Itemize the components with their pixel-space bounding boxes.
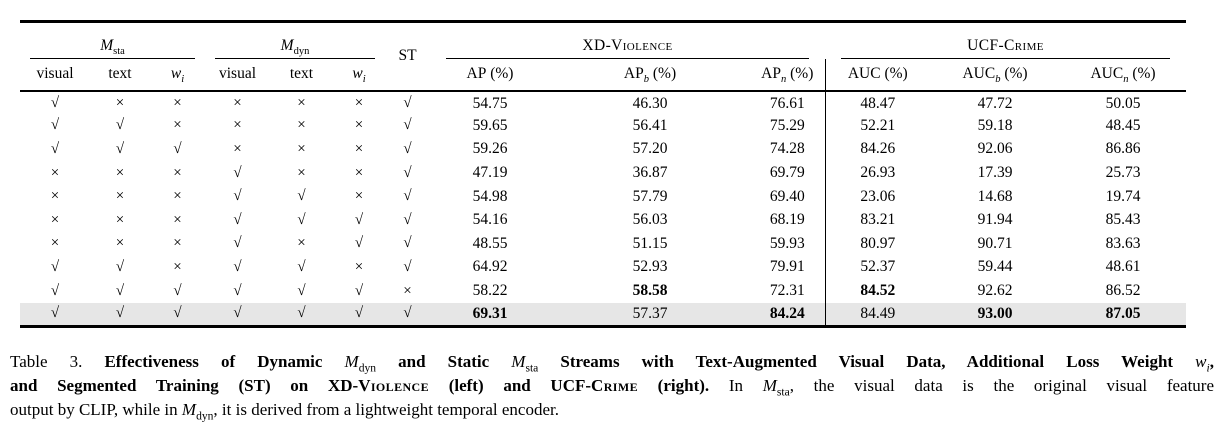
caption-text: dyn	[196, 409, 214, 423]
check-icon: √	[50, 282, 60, 299]
value-cell: 84.26	[825, 138, 930, 162]
caption-text: M	[762, 376, 777, 395]
value-cell: 69.79	[769, 164, 805, 182]
m-dyn-rule	[215, 31, 375, 59]
value-cell: 59.44	[977, 258, 1013, 276]
caption-text: and Segmented Training (ST) on XD-	[10, 376, 359, 395]
check-icon: √	[115, 258, 125, 275]
value-cell: 69.31	[430, 303, 550, 327]
cross-icon: ×	[354, 258, 364, 275]
caption-text: sta	[776, 385, 790, 399]
table-row	[20, 91, 1186, 115]
cross-icon: ×	[173, 235, 182, 252]
check-icon: √	[50, 117, 60, 134]
col-header-st: ST	[385, 22, 430, 91]
value-cell: 54.16	[472, 211, 508, 229]
caption-text: (left) and UCF-	[429, 376, 592, 395]
value-cell: 17.39	[977, 164, 1013, 182]
col-header-ap-n: $AP_n$ (%)	[750, 59, 825, 91]
col-header-auc-n: $AUC_n$ (%)	[1060, 59, 1186, 91]
value-cell: 64.92	[472, 258, 508, 276]
m-dyn-subscript: dyn	[293, 45, 310, 57]
value-cell: 47.72	[977, 94, 1013, 112]
check-icon: √	[297, 282, 306, 299]
cross-icon: ×	[173, 188, 182, 205]
table-row	[20, 138, 1186, 162]
table-row	[20, 114, 1186, 138]
check-icon: √	[403, 235, 412, 252]
check-icon: √	[50, 258, 60, 275]
caption-text: and Static	[376, 352, 512, 371]
value-cell: 58.22	[472, 282, 508, 300]
check-icon: √	[20, 303, 90, 327]
col-header-text-sta: text	[90, 59, 150, 91]
cross-icon: ×	[297, 235, 306, 252]
value-cell: 80.97	[825, 232, 930, 256]
value-cell: 75.29	[769, 116, 805, 134]
check-icon: √	[233, 211, 242, 228]
check-icon: √	[297, 211, 306, 228]
cross-icon: ×	[233, 95, 242, 112]
caption-text: Streams with Text-Augmented Visual Data, Additional Loss Weight	[538, 352, 1196, 371]
check-icon: √	[297, 258, 306, 275]
cross-icon: ×	[50, 164, 60, 181]
value-cell: 57.20	[632, 140, 668, 158]
caption-line	[10, 350, 1214, 374]
cross-icon: ×	[115, 235, 125, 252]
col-header-auc: AUC (%)	[825, 59, 930, 91]
caption-text: M	[181, 400, 197, 419]
value-cell: 25.73	[1105, 164, 1141, 182]
value-cell: 83.21	[825, 208, 930, 232]
m-sta-label: M	[100, 36, 114, 54]
table-row	[20, 303, 1186, 327]
check-icon: √	[297, 188, 306, 205]
value-cell: 48.55	[472, 234, 508, 252]
value-cell: 84.24	[750, 303, 825, 327]
col-header-wi-sta: $w_i$	[150, 59, 205, 91]
check-icon: √	[403, 258, 412, 275]
value-cell: 56.03	[632, 211, 668, 229]
table-row	[20, 185, 1186, 209]
check-icon: √	[233, 258, 242, 275]
cross-icon: ×	[354, 140, 364, 157]
cross-icon: ×	[233, 140, 242, 157]
cross-icon: ×	[297, 164, 306, 181]
caption-text: w	[1195, 352, 1207, 371]
cross-icon: ×	[173, 95, 182, 112]
caption-text: i	[1206, 361, 1210, 375]
value-cell: 46.30	[632, 94, 668, 112]
value-cell: 59.26	[472, 140, 508, 158]
check-icon: √	[354, 282, 364, 299]
check-icon: √	[333, 303, 385, 327]
ucf-crime-label: UCF-Crime	[967, 36, 1044, 54]
value-cell: 51.15	[632, 234, 668, 252]
value-cell: 52.21	[825, 114, 930, 138]
value-cell: 59.18	[977, 116, 1013, 134]
cross-icon: ×	[173, 164, 182, 181]
value-cell: 58.58	[632, 282, 668, 300]
cross-icon: ×	[354, 164, 364, 181]
check-icon: √	[403, 117, 412, 134]
cross-icon: ×	[403, 282, 412, 299]
value-cell: 36.87	[632, 164, 668, 182]
caption-text: ,	[1209, 352, 1214, 371]
caption-text: In	[709, 376, 763, 395]
cross-icon: ×	[173, 117, 182, 134]
value-cell: 48.61	[1105, 258, 1141, 276]
cross-icon: ×	[233, 117, 242, 134]
check-icon: √	[403, 188, 412, 205]
check-icon: √	[115, 117, 125, 134]
cross-icon: ×	[50, 235, 60, 252]
col-header-text-dyn: text	[270, 59, 333, 91]
cross-icon: ×	[173, 258, 182, 275]
group-m-dyn	[205, 22, 385, 59]
group-header-row	[20, 22, 1186, 59]
value-cell: 57.79	[632, 187, 668, 205]
check-icon: √	[354, 211, 364, 228]
check-icon: √	[233, 282, 242, 299]
value-cell: 59.65	[472, 116, 508, 134]
caption	[10, 350, 1214, 422]
check-icon: √	[90, 303, 150, 327]
cross-icon: ×	[115, 188, 125, 205]
value-cell: 59.93	[769, 234, 805, 252]
value-cell: 48.45	[1105, 116, 1141, 134]
caption-text: M	[511, 352, 526, 371]
table-row	[20, 256, 1186, 280]
sub-header-row	[20, 59, 1186, 91]
check-icon: √	[173, 282, 182, 299]
value-cell: 87.05	[1060, 303, 1186, 327]
value-cell: 83.63	[1105, 234, 1141, 252]
check-icon: √	[115, 140, 125, 157]
value-cell: 54.75	[472, 94, 508, 112]
check-icon: √	[403, 164, 412, 181]
value-cell: 69.40	[769, 187, 805, 205]
value-cell: 14.68	[977, 187, 1013, 205]
caption-line	[10, 374, 1214, 398]
value-cell: 52.37	[825, 256, 930, 280]
ucf-crime-rule	[841, 31, 1170, 59]
caption-text: dyn	[358, 361, 377, 375]
group-ucf-crime	[825, 22, 1186, 59]
check-icon: √	[403, 211, 412, 228]
cross-icon: ×	[354, 188, 364, 205]
cross-icon: ×	[297, 140, 306, 157]
value-cell: 26.93	[825, 161, 930, 185]
value-cell: 86.52	[1105, 282, 1141, 300]
value-cell: 52.93	[632, 258, 668, 276]
check-icon: √	[50, 95, 60, 112]
value-cell: 57.37	[550, 303, 750, 327]
check-icon: √	[403, 140, 412, 157]
check-icon: √	[115, 282, 125, 299]
value-cell: 79.91	[769, 258, 805, 276]
m-sta-subscript: sta	[113, 45, 125, 57]
value-cell: 74.28	[769, 140, 805, 158]
value-cell: 68.19	[769, 211, 805, 229]
cross-icon: ×	[297, 95, 306, 112]
caption-text: sta	[525, 361, 539, 375]
cross-icon: ×	[115, 95, 125, 112]
caption-text: , the visual data is the original visual feature	[789, 376, 1214, 395]
m-sta-rule	[30, 31, 195, 59]
value-cell: 84.49	[825, 303, 930, 327]
caption-text: Table 3.	[10, 352, 105, 371]
value-cell: 92.62	[977, 282, 1013, 300]
value-cell: 90.71	[977, 234, 1013, 252]
value-cell: 76.61	[769, 94, 805, 112]
value-cell: 23.06	[825, 185, 930, 209]
cross-icon: ×	[297, 117, 306, 134]
col-header-visual-sta: visual	[20, 59, 90, 91]
caption-text: (right).	[637, 376, 710, 395]
caption-text: Effectiveness of Dynamic	[104, 352, 345, 371]
value-cell: 50.05	[1105, 94, 1141, 112]
value-cell: 72.31	[769, 282, 805, 300]
caption-smallcaps-text: Crime	[591, 376, 638, 395]
check-icon: √	[50, 140, 60, 157]
col-header-visual-dyn: visual	[205, 59, 270, 91]
value-cell: 84.52	[825, 279, 930, 303]
check-icon: √	[385, 303, 430, 327]
check-icon: √	[205, 303, 270, 327]
value-cell: 91.94	[977, 211, 1013, 229]
col-header-auc-b: $AUC_b$ (%)	[930, 59, 1060, 91]
check-icon: √	[403, 95, 412, 112]
value-cell: 93.00	[930, 303, 1060, 327]
xd-violence-rule	[446, 31, 809, 59]
results-table	[20, 20, 1186, 328]
value-cell: 56.41	[632, 116, 668, 134]
col-header-ap: AP (%)	[430, 59, 550, 91]
group-m-sta	[20, 22, 205, 59]
check-icon: √	[173, 140, 182, 157]
table-row	[20, 161, 1186, 185]
value-cell: 86.86	[1105, 140, 1141, 158]
cross-icon: ×	[354, 95, 364, 112]
cross-icon: ×	[115, 164, 125, 181]
value-cell: 92.06	[977, 140, 1013, 158]
table-row	[20, 208, 1186, 232]
caption-text: output by CLIP, while in	[10, 400, 182, 419]
cross-icon: ×	[354, 117, 364, 134]
check-icon: √	[354, 235, 364, 252]
caption-text: M	[344, 352, 359, 371]
check-icon: √	[270, 303, 333, 327]
group-xd-violence	[430, 22, 825, 59]
check-icon: √	[233, 235, 242, 252]
table-row	[20, 232, 1186, 256]
table-body	[20, 91, 1186, 327]
check-icon: √	[233, 164, 242, 181]
caption-text: , it is derived from a lightweight temporal encoder.	[213, 400, 559, 419]
m-dyn-label: M	[280, 36, 294, 54]
value-cell: 48.47	[825, 91, 930, 115]
caption-smallcaps-text: Violence	[358, 376, 430, 395]
check-icon: √	[233, 188, 242, 205]
xd-violence-label: XD-Violence	[582, 36, 673, 54]
cross-icon: ×	[50, 188, 60, 205]
check-icon: √	[150, 303, 205, 327]
caption-line	[10, 398, 1214, 422]
value-cell: 85.43	[1105, 211, 1141, 229]
cross-icon: ×	[50, 211, 60, 228]
table-row	[20, 279, 1186, 303]
col-header-wi-dyn: $w_i$	[333, 59, 385, 91]
value-cell: 19.74	[1105, 187, 1141, 205]
col-header-ap-b: $AP_b$ (%)	[550, 59, 750, 91]
value-cell: 47.19	[472, 164, 508, 182]
value-cell: 54.98	[472, 187, 508, 205]
cross-icon: ×	[115, 211, 125, 228]
cross-icon: ×	[173, 211, 182, 228]
